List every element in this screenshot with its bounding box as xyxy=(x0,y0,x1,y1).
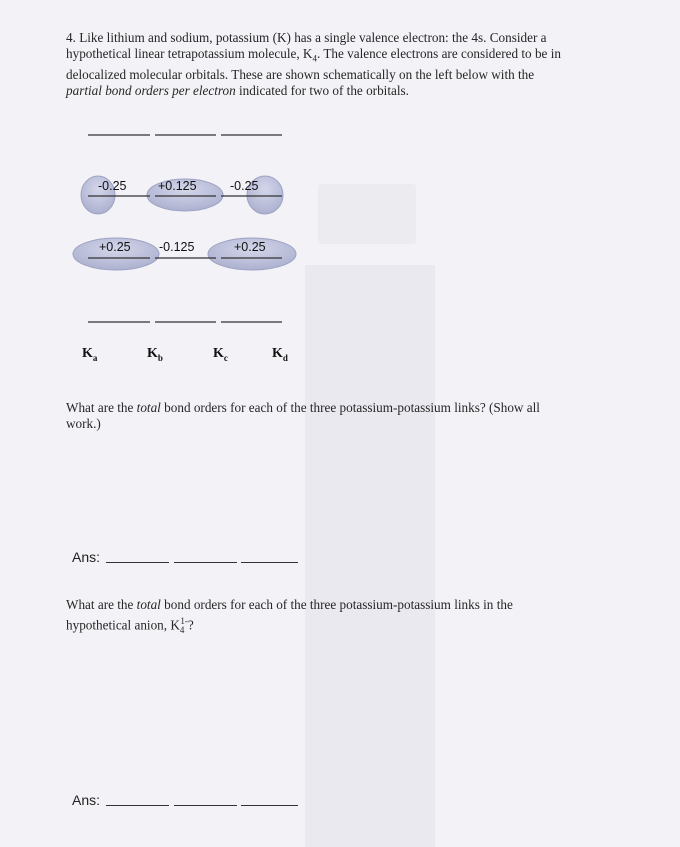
part2-line-2-sup: 1- xyxy=(180,616,188,626)
question-line-1: 4. Like lithium and sodium, potassium (K) has a single valence electron: the 4s. Consider a xyxy=(66,30,547,45)
atom-label-kc xyxy=(213,346,228,363)
part2-line-2-post: ? xyxy=(187,617,194,633)
atom-label-kc-base: K xyxy=(213,346,224,361)
part2-text-after: bond orders for each of the three potassium-potassium links in the xyxy=(160,597,513,612)
question-line-4-italic: partial bond orders per electron xyxy=(66,82,236,98)
part2-question xyxy=(66,597,626,638)
question-line-2 xyxy=(66,46,646,67)
part1-line-2: work.) xyxy=(66,416,101,431)
atom-label-kd-sub: d xyxy=(282,352,288,363)
atom-label-kc-sub: c xyxy=(223,352,228,363)
atom-label-kd-base: K xyxy=(272,346,283,361)
partial-bond-order-top-3: -0.25 xyxy=(230,179,259,193)
part1-answer-blank-1[interactable] xyxy=(106,562,169,563)
part1-question xyxy=(66,400,626,432)
part1-text-italic: total xyxy=(136,400,161,415)
part1-text-after: bond orders for each of the three potassium-potassium links? (Show all xyxy=(160,400,540,415)
partial-bond-order-top-1: -0.25 xyxy=(98,179,127,193)
atom-label-kb-base: K xyxy=(147,346,158,361)
orbital-diagram xyxy=(0,120,680,420)
atom-label-ka xyxy=(82,346,97,363)
part1-answer-blank-3[interactable] xyxy=(241,562,298,563)
question-line-2-text: hypothetical linear tetrapotassium molecule, K xyxy=(66,46,313,61)
partial-bond-order-bottom-2: -0.125 xyxy=(159,240,195,254)
question-line-4-rest: indicated for two of the orbitals. xyxy=(235,82,409,98)
part2-line-2-pre: hypothetical anion, K xyxy=(66,617,180,633)
part2-answer-blank-2[interactable] xyxy=(174,805,237,806)
part1-text-before: What are the xyxy=(66,400,137,415)
part1-ans-label: Ans: xyxy=(72,549,101,565)
question-text xyxy=(66,30,646,99)
part2-ans-label: Ans: xyxy=(72,792,101,808)
partial-bond-order-bottom-1: +0.25 xyxy=(99,240,131,254)
question-line-2-rest: . The valence electrons are considered to be in xyxy=(316,46,561,61)
part2-answer-blank-1[interactable] xyxy=(106,805,169,806)
question-line-2-sub: 4 xyxy=(312,53,317,64)
part1-line-1 xyxy=(66,400,626,416)
atom-label-kb-sub: b xyxy=(157,352,163,363)
part1-answer-blank-2[interactable] xyxy=(174,562,237,563)
question-line-4 xyxy=(66,83,646,99)
atom-label-ka-base: K xyxy=(82,346,93,361)
part2-line-2-sub: 4 xyxy=(179,625,185,636)
part2-text-italic: total xyxy=(136,597,161,612)
part2-line-1 xyxy=(66,597,626,613)
part2-answer-blank-3[interactable] xyxy=(241,805,298,806)
atom-label-ka-sub: a xyxy=(92,352,98,363)
atom-label-kb xyxy=(147,346,163,363)
partial-bond-order-top-2: +0.125 xyxy=(158,179,197,193)
question-line-3: delocalized molecular orbitals. These are shown schematically on the left below with the xyxy=(66,66,535,82)
part2-text-before: What are the xyxy=(66,597,137,612)
part2-line-2 xyxy=(66,613,626,638)
atom-label-kd xyxy=(272,346,288,363)
partial-bond-order-bottom-3: +0.25 xyxy=(234,240,266,254)
